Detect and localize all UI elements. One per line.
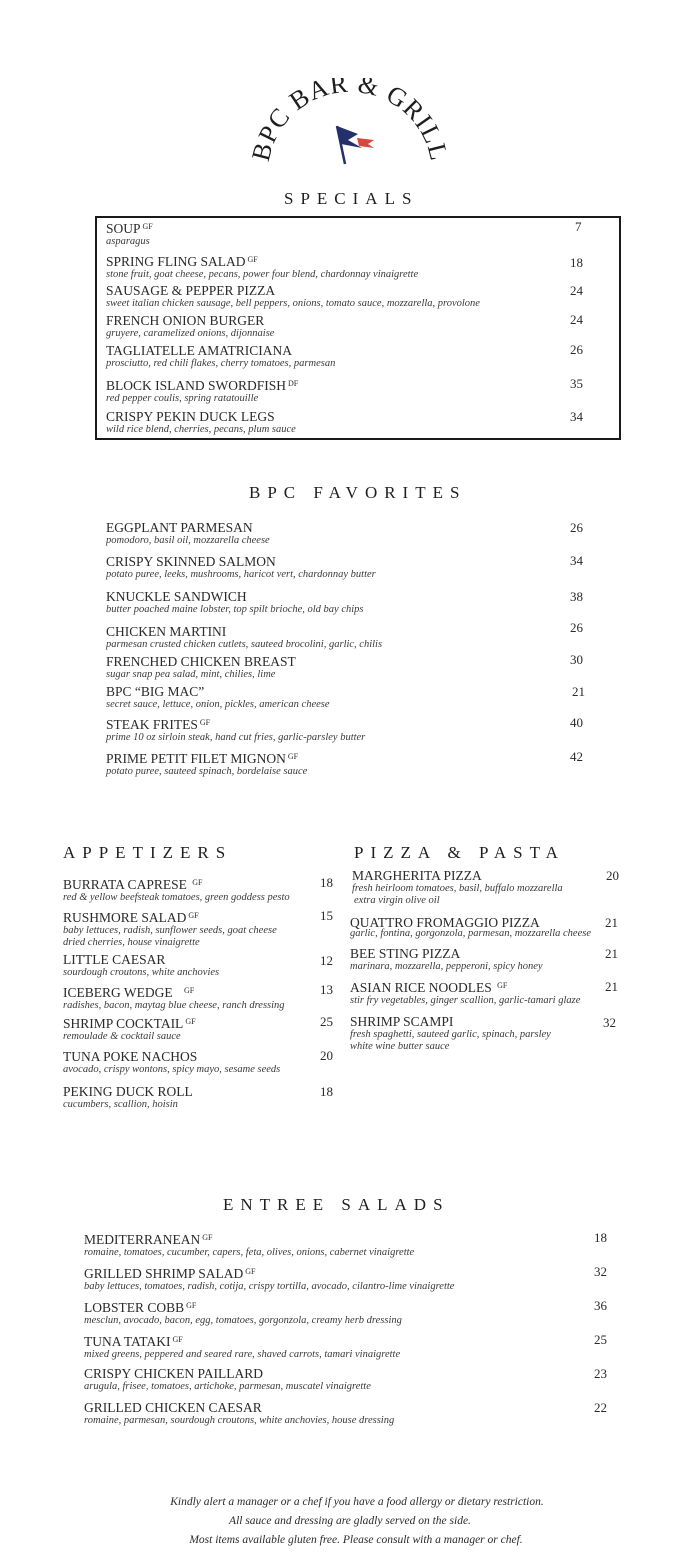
item-description: asparagus: [106, 236, 150, 247]
item-name: FRENCH ONION BURGER: [106, 313, 265, 328]
item-price: 18: [594, 1230, 607, 1245]
menu-item: [350, 978, 580, 1007]
menu-item: [106, 313, 274, 340]
item-name: ASIAN RICE NOODLES: [350, 980, 492, 995]
item-price: 34: [570, 553, 583, 568]
item-description: fresh spaghetti, sauteed garlic, spinach, parsley: [350, 1029, 551, 1040]
item-price: 18: [570, 255, 583, 270]
item-description: sugar snap pea salad, mint, chilies, lime: [106, 669, 276, 680]
item-price: 13: [320, 982, 333, 997]
item-name: LITTLE CAESAR: [63, 952, 166, 967]
dietary-tag: GF: [245, 1267, 256, 1276]
menu-item: [350, 946, 543, 973]
dietary-tag: GF: [287, 752, 299, 761]
item-description-line2: extra virgin olive oil: [354, 895, 440, 906]
item-description: stir fry vegetables, ginger scallion, garlic-tamari glaze: [350, 995, 581, 1006]
item-description: romaine, parmesan, sourdough croutons, white anchovies, house dressing: [84, 1415, 395, 1426]
menu-item: [352, 868, 563, 907]
item-price: 24: [570, 283, 583, 298]
item-description: garlic, fontina, gorgonzola, parmesan, mozzarella cheese: [350, 928, 591, 939]
menu-item: [63, 1084, 193, 1111]
item-name: BPC “BIG MAC”: [106, 684, 205, 699]
dietary-tag: GF: [188, 911, 199, 920]
dietary-tag: DF: [288, 379, 299, 388]
menu-item: [350, 915, 591, 940]
item-price: 35: [570, 376, 583, 391]
item-price: 34: [570, 409, 583, 424]
item-price: 18: [320, 875, 333, 890]
menu-item: [84, 1298, 402, 1327]
item-description-line2: white wine butter sauce: [350, 1041, 450, 1052]
item-price: 26: [570, 520, 583, 535]
item-description: wild rice blend, cherries, pecans, plum sauce: [106, 424, 296, 435]
item-name: PEKING DUCK ROLL: [63, 1084, 193, 1099]
item-name: EGGPLANT PARMESAN: [106, 520, 253, 535]
dietary-tag: GF: [172, 1335, 183, 1344]
item-name: ICEBERG WEDGE: [63, 985, 173, 1000]
menu-item: [63, 983, 285, 1012]
dietary-tag: GF: [142, 222, 153, 231]
specials-title: SPECIALS: [284, 189, 419, 208]
menu-item: [84, 1230, 414, 1259]
item-name: TAGLIATELLE AMATRICIANA: [106, 343, 293, 358]
menu-item: [350, 1014, 551, 1053]
item-name: SHRIMP SCAMPI: [350, 1014, 454, 1029]
item-price: 30: [570, 652, 583, 667]
menu-item: [106, 343, 335, 370]
item-price: 25: [320, 1014, 333, 1029]
menu-item: [63, 908, 277, 949]
item-price: 23: [594, 1366, 607, 1381]
item-name: MEDITERRANEAN: [84, 1232, 201, 1247]
menu-item: [106, 219, 153, 248]
item-description: secret sauce, lettuce, onion, pickles, american cheese: [106, 699, 330, 710]
item-name: FRENCHED CHICKEN BREAST: [106, 654, 296, 669]
item-name: KNUCKLE SANDWICH: [106, 589, 247, 604]
menu-item: [84, 1400, 394, 1427]
item-price: 26: [570, 620, 583, 635]
item-name: STEAK FRITES: [106, 717, 198, 732]
menu-item: [106, 409, 296, 436]
dietary-tag: GF: [184, 986, 195, 995]
menu-item: [63, 1049, 280, 1076]
menu-item: [106, 554, 376, 581]
item-description: sourdough croutons, white anchovies: [63, 967, 220, 978]
item-price: 38: [570, 589, 583, 604]
svg-text:BPC BAR & GRILL: [246, 78, 454, 164]
dietary-tag: GF: [185, 1017, 196, 1026]
menu-item: [84, 1366, 371, 1393]
logo-text: BPC BAR & GRILL: [246, 78, 454, 164]
item-price: 22: [594, 1400, 607, 1415]
item-name: RUSHMORE SALAD: [63, 910, 187, 925]
sauce-note: All sauce and dressing are gladly served on the side.: [229, 1515, 471, 1527]
item-description: parmesan crusted chicken cutlets, sauteed brocolini, garlic, chilis: [106, 639, 383, 650]
item-price: 18: [320, 1084, 333, 1099]
item-name: PRIME PETIT FILET MIGNON: [106, 751, 286, 766]
menu-item: [106, 376, 298, 405]
menu-item: [84, 1332, 400, 1361]
entree-salads-title: ENTREE SALADS: [223, 1195, 450, 1214]
item-description: mixed greens, peppered and seared rare, shaved carrots, tamari vinaigrette: [84, 1349, 401, 1360]
menu-item: [106, 589, 364, 616]
item-name: SAUSAGE & PEPPER PIZZA: [106, 283, 276, 298]
item-name: CRISPY PEKIN DUCK LEGS: [106, 409, 275, 424]
pizza-pasta-title: PIZZA & PASTA: [354, 843, 565, 862]
dietary-tag: GF: [192, 878, 203, 887]
item-description: marinara, mozzarella, pepperoni, spicy honey: [350, 961, 543, 972]
item-name: CRISPY SKINNED SALMON: [106, 554, 276, 569]
menu-item: [63, 1014, 196, 1043]
dietary-tag: GF: [186, 1301, 197, 1310]
restaurant-logo: [240, 78, 460, 188]
item-description: baby lettuces, tomatoes, radish, cotija, crispy tortilla, avocado, cilantro-lime vinaigrette: [84, 1281, 455, 1292]
menu-item: [106, 749, 307, 778]
item-description: sweet italian chicken sausage, bell peppers, onions, tomato sauce, mozzarella, provolone: [106, 298, 480, 309]
item-price: 21: [572, 684, 585, 699]
item-name: BURRATA CAPRESE: [63, 877, 187, 892]
item-name: LOBSTER COBB: [84, 1300, 185, 1315]
item-price: 24: [570, 312, 583, 327]
item-price: 12: [320, 953, 333, 968]
menu-item: [106, 252, 418, 281]
item-price: 26: [570, 342, 583, 357]
item-name: QUATTRO FROMAGGIO PIZZA: [350, 915, 540, 930]
item-name: BLOCK ISLAND SWORDFISH: [106, 378, 287, 393]
item-price: 20: [606, 868, 619, 883]
item-description: gruyere, caramelized onions, dijonnaise: [106, 328, 275, 339]
item-description: avocado, crispy wontons, spicy mayo, sesame seeds: [63, 1064, 281, 1075]
item-description: red & yellow beefsteak tomatoes, green goddess pesto: [63, 892, 290, 903]
dietary-tag: GF: [497, 981, 508, 990]
item-description: fresh heirloom tomatoes, basil, buffalo mozzarella: [352, 883, 563, 894]
item-price: 42: [570, 749, 583, 764]
flag-icon: [337, 126, 374, 164]
item-price: 20: [320, 1048, 333, 1063]
item-price: 21: [605, 915, 618, 930]
item-name: SOUP: [106, 221, 141, 236]
item-price: 25: [594, 1332, 607, 1347]
item-price: 40: [570, 715, 583, 730]
item-description: romaine, tomatoes, cucumber, capers, feta, olives, onions, cabernet vinaigrette: [84, 1247, 415, 1258]
item-description: prosciutto, red chili flakes, cherry tomatoes, parmesan: [106, 358, 336, 369]
logo-graphic: [240, 78, 460, 188]
item-description: red pepper coulis, spring ratatouille: [106, 393, 259, 404]
item-description: potato puree, leeks, mushrooms, haricot vert, chardonnay butter: [106, 569, 376, 580]
menu-item: [106, 715, 365, 744]
dietary-tag: GF: [202, 1233, 213, 1242]
menu-item: [84, 1264, 454, 1293]
item-name: GRILLED CHICKEN CAESAR: [84, 1400, 262, 1415]
allergy-note: Kindly alert a manager or a chef if you have a food allergy or dietary restriction.: [170, 1496, 544, 1508]
item-description: butter poached maine lobster, top spilt brioche, old bay chips: [106, 604, 364, 615]
dietary-tag: GF: [199, 718, 211, 727]
footer-note: [0, 1493, 700, 1550]
item-description: cucumbers, scallion, hoisin: [63, 1099, 178, 1110]
item-price: 36: [594, 1298, 607, 1313]
item-description: baby lettuces, radish, sunflower seeds, goat cheese: [63, 925, 277, 936]
item-name: SHRIMP COCKTAIL: [63, 1016, 184, 1031]
item-price: 7: [575, 219, 582, 234]
item-description: arugula, frisee, tomatoes, artichoke, parmesan, muscatel vinaigrette: [84, 1381, 371, 1392]
item-name: TUNA POKE NACHOS: [63, 1049, 198, 1064]
favorites-title: BPC FAVORITES: [249, 483, 467, 502]
item-price: 32: [603, 1015, 616, 1030]
item-description: remoulade & cocktail sauce: [63, 1031, 181, 1042]
item-price: 32: [594, 1264, 607, 1279]
item-description: potato puree, sauteed spinach, bordelaise sauce: [106, 766, 308, 777]
item-description: radishes, bacon, maytag blue cheese, ranch dressing: [63, 1000, 285, 1011]
menu-item: [106, 283, 480, 310]
menu-item: [106, 624, 382, 651]
item-price: 21: [605, 979, 618, 994]
item-price: 21: [605, 946, 618, 961]
item-name: CRISPY CHICKEN PAILLARD: [84, 1366, 264, 1381]
item-description: mesclun, avocado, bacon, egg, tomatoes, gorgonzola, creamy herb dressing: [84, 1315, 402, 1326]
item-name: CHICKEN MARTINI: [106, 624, 227, 639]
item-description-line2: dried cherries, house vinaigrette: [63, 937, 200, 948]
item-description: pomodoro, basil oil, mozzarella cheese: [106, 535, 270, 546]
menu-item: [63, 875, 290, 904]
item-name: SPRING FLING SALAD: [106, 254, 246, 269]
dietary-tag: GF: [247, 255, 258, 264]
menu-item: [63, 952, 219, 979]
item-name: GRILLED SHRIMP SALAD: [84, 1266, 244, 1281]
appetizers-title: APPETIZERS: [63, 843, 233, 862]
gluten-note: Most items available gluten free. Please consult with a manager or chef.: [189, 1534, 523, 1546]
menu-item: [106, 684, 330, 711]
menu-item: [106, 654, 296, 681]
menu-item: [106, 520, 270, 547]
item-name: BEE STING PIZZA: [350, 946, 461, 961]
item-price: 15: [320, 908, 333, 923]
item-name: TUNA TATAKI: [84, 1334, 171, 1349]
item-description: stone fruit, goat cheese, pecans, power four blend, chardonnay vinaigrette: [106, 269, 419, 280]
item-name: MARGHERITA PIZZA: [352, 868, 482, 883]
item-description: prime 10 oz sirloin steak, hand cut fries, garlic-parsley butter: [106, 732, 366, 743]
